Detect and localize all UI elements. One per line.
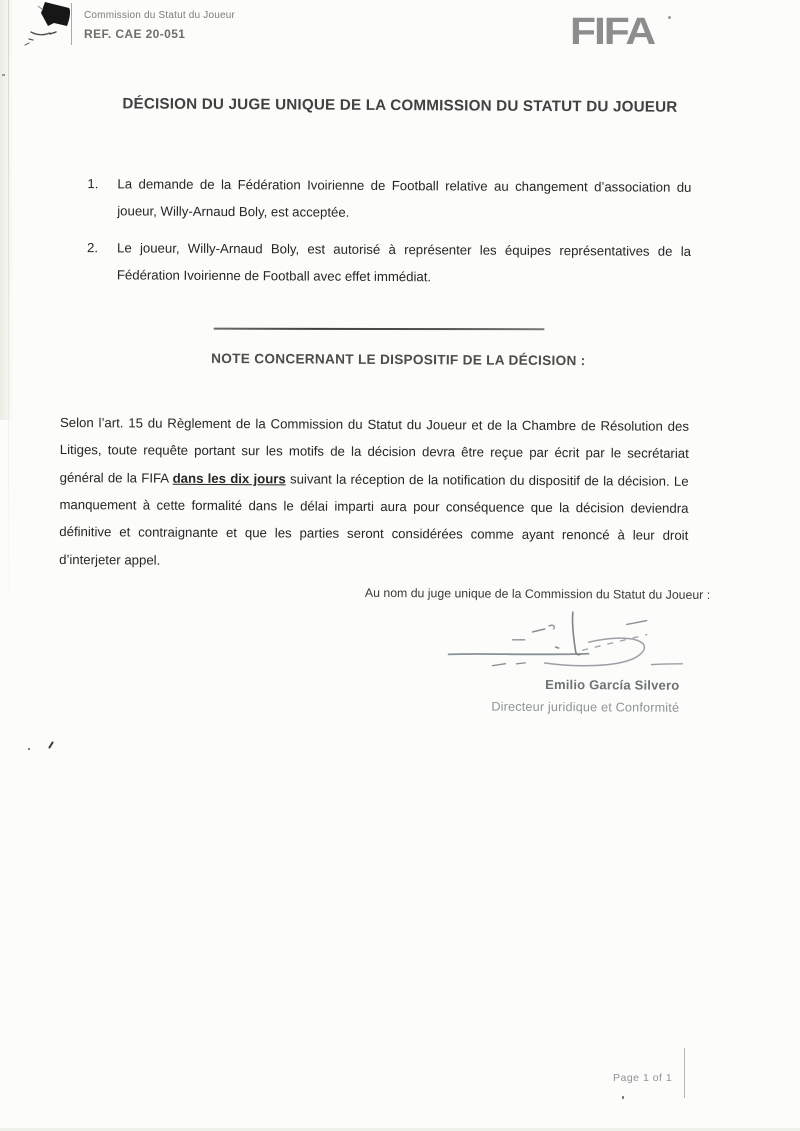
- scan-speck: [622, 1096, 624, 1099]
- decision-number: 2.: [86, 240, 99, 256]
- handwritten-signature-icon: [436, 602, 716, 684]
- note-paragraph: [59, 409, 689, 577]
- note-heading: NOTE CONCERNANT LE DISPOSITIF DE LA DÉCISION :: [211, 350, 586, 369]
- decision-text: Le joueur, Willy-Arnaud Boly, est autorisé à représenter les équipes représentatives de la Fédération Ivoirienne de Football avec effet immédiat.: [116, 240, 692, 285]
- on-behalf-line: Au nom du juge unique de la Commission du Statut du Joueur :: [364, 585, 711, 602]
- section-divider-line: [214, 328, 545, 331]
- header-reference: REF. CAE 20-051: [84, 27, 186, 41]
- decision-number: 1.: [87, 176, 99, 192]
- note-text-part2: suivant la réception de la notification du dispositif de la décision. Le manquement à cette formalité dans le délai imparti aura pour conséquence que la décision deviendra définitive et contraignante et que les parties seront considérées comme ayant renoncé à leur droit d’interjeter appel.: [59, 471, 689, 568]
- document-title: DÉCISION DU JUGE UNIQUE DE LA COMMISSION DU STATUT DU JOUEUR: [122, 95, 678, 116]
- signatory-name: Emilio García Silvero: [545, 676, 680, 693]
- fifa-logo: FIFA: [570, 10, 655, 53]
- note-text-emphasis: dans les dix jours: [172, 470, 286, 487]
- decision-item-2: [87, 234, 691, 292]
- footer-vertical-line: [684, 1048, 685, 1098]
- page-indicator: Page 1 of 1: [613, 1072, 673, 1084]
- header-department: Commission du Statut du Joueur: [84, 10, 236, 21]
- decision-item-1: [87, 170, 691, 228]
- decision-text: La demande de la Fédération Ivoirienne de Football relative au changement d’association du joueur, Willy-Arnaud Boly, est acceptée.: [117, 176, 692, 220]
- note-text-part1: Selon l’art. 15 du Règlement de la Commission du Statut du Joueur et de la Chambre de Résolution des Litiges, toute requête portant sur les motifs de la décision devra être reçue par écrit par le secrétariat général de la FIFA: [59, 415, 690, 486]
- signatory-title: Directeur juridique et Conformité: [491, 699, 680, 715]
